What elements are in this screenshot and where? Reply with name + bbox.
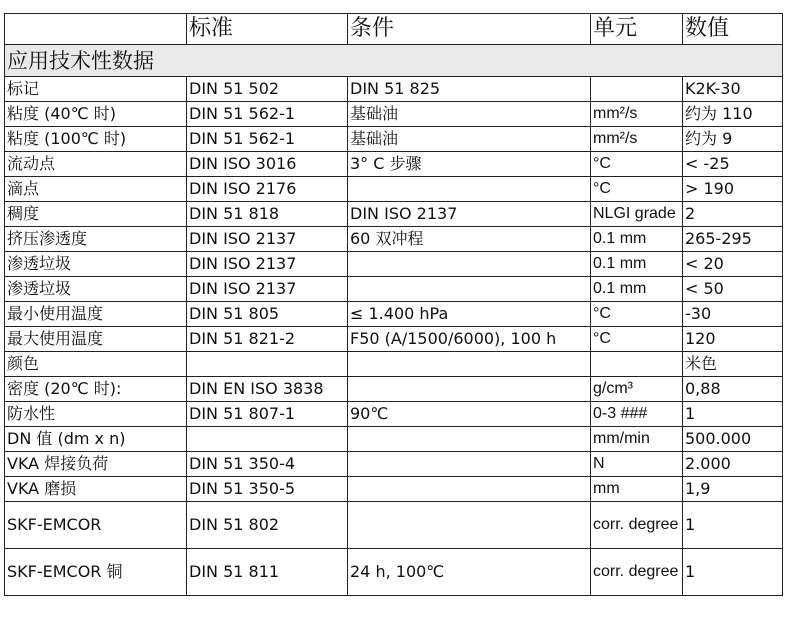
section-title: 应用技术性数据 xyxy=(5,45,783,77)
cell-standard xyxy=(187,352,348,377)
cell-unit: °C xyxy=(591,327,683,352)
cell-label: 渗透垃圾 xyxy=(5,277,187,302)
header-unit: 单元 xyxy=(591,14,683,45)
cell-standard: DIN 51 807-1 xyxy=(187,402,348,427)
cell-condition: 基础油 xyxy=(348,127,591,152)
table-row xyxy=(5,252,783,277)
cell-unit: 0.1 mm xyxy=(591,227,683,252)
cell-label: 滴点 xyxy=(5,177,187,202)
cell-value: < 50 xyxy=(683,277,783,302)
cell-standard: DIN 51 562-1 xyxy=(187,102,348,127)
cell-standard: DIN 51 502 xyxy=(187,77,348,102)
cell-condition xyxy=(348,477,591,502)
table-row xyxy=(5,327,783,352)
cell-condition xyxy=(348,452,591,477)
header-blank xyxy=(5,14,187,45)
table-row xyxy=(5,352,783,377)
cell-unit: mm²/s xyxy=(591,102,683,127)
cell-label: 粘度 (40℃ 时) xyxy=(5,102,187,127)
header-row xyxy=(5,14,783,45)
table-row xyxy=(5,152,783,177)
cell-unit: 0-3 ### xyxy=(591,402,683,427)
table-row xyxy=(5,402,783,427)
cell-value: 0,88 xyxy=(683,377,783,402)
cell-standard: DIN 51 821-2 xyxy=(187,327,348,352)
table-row xyxy=(5,202,783,227)
cell-standard: DIN 51 802 xyxy=(187,502,348,549)
cell-label: 稠度 xyxy=(5,202,187,227)
cell-label: 标记 xyxy=(5,77,187,102)
cell-standard: DIN 51 811 xyxy=(187,549,348,596)
cell-value: 500.000 xyxy=(683,427,783,452)
cell-label: 最小使用温度 xyxy=(5,302,187,327)
cell-condition xyxy=(348,252,591,277)
cell-unit: °C xyxy=(591,177,683,202)
cell-standard: DIN ISO 3016 xyxy=(187,152,348,177)
cell-label: 防水性 xyxy=(5,402,187,427)
cell-label: VKA 焊接负荷 xyxy=(5,452,187,477)
cell-condition: 24 h, 100℃ xyxy=(348,549,591,596)
cell-unit: NLGI grade xyxy=(591,202,683,227)
table-row xyxy=(5,102,783,127)
cell-condition: DIN 51 825 xyxy=(348,77,591,102)
table-row xyxy=(5,452,783,477)
cell-standard: DIN 51 350-4 xyxy=(187,452,348,477)
cell-standard: DIN 51 350-5 xyxy=(187,477,348,502)
table-row xyxy=(5,377,783,402)
cell-value: K2K-30 xyxy=(683,77,783,102)
cell-condition: 60 双冲程 xyxy=(348,227,591,252)
cell-value: 1 xyxy=(683,502,783,549)
cell-standard: DIN EN ISO 3838 xyxy=(187,377,348,402)
cell-label: SKF-EMCOR xyxy=(5,502,187,549)
cell-condition xyxy=(348,427,591,452)
cell-condition xyxy=(348,177,591,202)
cell-value: 2.000 xyxy=(683,452,783,477)
technical-data-table xyxy=(4,13,783,596)
cell-value: 1 xyxy=(683,549,783,596)
cell-label: 渗透垃圾 xyxy=(5,252,187,277)
cell-label: 最大使用温度 xyxy=(5,327,187,352)
cell-standard: DIN 51 818 xyxy=(187,202,348,227)
cell-label: 流动点 xyxy=(5,152,187,177)
cell-unit: mm/min xyxy=(591,427,683,452)
cell-label: 密度 (20℃ 时): xyxy=(5,377,187,402)
table-row xyxy=(5,177,783,202)
cell-standard: DIN ISO 2137 xyxy=(187,252,348,277)
cell-value: < -25 xyxy=(683,152,783,177)
table-row xyxy=(5,302,783,327)
cell-condition xyxy=(348,377,591,402)
cell-condition: DIN ISO 2137 xyxy=(348,202,591,227)
cell-value: 2 xyxy=(683,202,783,227)
cell-standard: DIN 51 562-1 xyxy=(187,127,348,152)
cell-condition xyxy=(348,277,591,302)
cell-unit: corr. degree xyxy=(591,549,683,596)
cell-value: < 20 xyxy=(683,252,783,277)
header-condition: 条件 xyxy=(348,14,591,45)
cell-unit: mm xyxy=(591,477,683,502)
cell-value: 米色 xyxy=(683,352,783,377)
cell-condition: F50 (A/1500/6000), 100 h xyxy=(348,327,591,352)
cell-unit: °C xyxy=(591,302,683,327)
section-row xyxy=(5,45,783,77)
cell-standard: DIN ISO 2176 xyxy=(187,177,348,202)
table-row xyxy=(5,549,783,596)
cell-standard: DIN ISO 2137 xyxy=(187,277,348,302)
cell-label: 粘度 (100℃ 时) xyxy=(5,127,187,152)
cell-value: 约为 9 xyxy=(683,127,783,152)
cell-value: 约为 110 xyxy=(683,102,783,127)
cell-standard: DIN 51 805 xyxy=(187,302,348,327)
cell-unit xyxy=(591,77,683,102)
cell-value: 265-295 xyxy=(683,227,783,252)
cell-standard: DIN ISO 2137 xyxy=(187,227,348,252)
cell-unit: N xyxy=(591,452,683,477)
cell-value: -30 xyxy=(683,302,783,327)
cell-unit xyxy=(591,352,683,377)
cell-value: 120 xyxy=(683,327,783,352)
table-row xyxy=(5,427,783,452)
cell-value: > 190 xyxy=(683,177,783,202)
table-row xyxy=(5,277,783,302)
cell-value: 1,9 xyxy=(683,477,783,502)
cell-unit: 0.1 mm xyxy=(591,252,683,277)
cell-unit: g/cm³ xyxy=(591,377,683,402)
header-standard: 标准 xyxy=(187,14,348,45)
cell-unit: corr. degree xyxy=(591,502,683,549)
cell-unit: °C xyxy=(591,152,683,177)
cell-unit: 0.1 mm xyxy=(591,277,683,302)
table-row xyxy=(5,227,783,252)
cell-value: 1 xyxy=(683,402,783,427)
cell-label: SKF-EMCOR 铜 xyxy=(5,549,187,596)
cell-label: DN 值 (dm x n) xyxy=(5,427,187,452)
cell-condition: 基础油 xyxy=(348,102,591,127)
cell-condition: 3° C 步骤 xyxy=(348,152,591,177)
cell-condition xyxy=(348,502,591,549)
table-row xyxy=(5,477,783,502)
cell-condition: 90℃ xyxy=(348,402,591,427)
table-row xyxy=(5,502,783,549)
cell-condition xyxy=(348,352,591,377)
table-row xyxy=(5,77,783,102)
cell-label: 颜色 xyxy=(5,352,187,377)
cell-standard xyxy=(187,427,348,452)
header-value: 数值 xyxy=(683,14,783,45)
cell-label: VKA 磨损 xyxy=(5,477,187,502)
cell-unit: mm²/s xyxy=(591,127,683,152)
table-row xyxy=(5,127,783,152)
cell-label: 挤压渗透度 xyxy=(5,227,187,252)
cell-condition: ≤ 1.400 hPa xyxy=(348,302,591,327)
